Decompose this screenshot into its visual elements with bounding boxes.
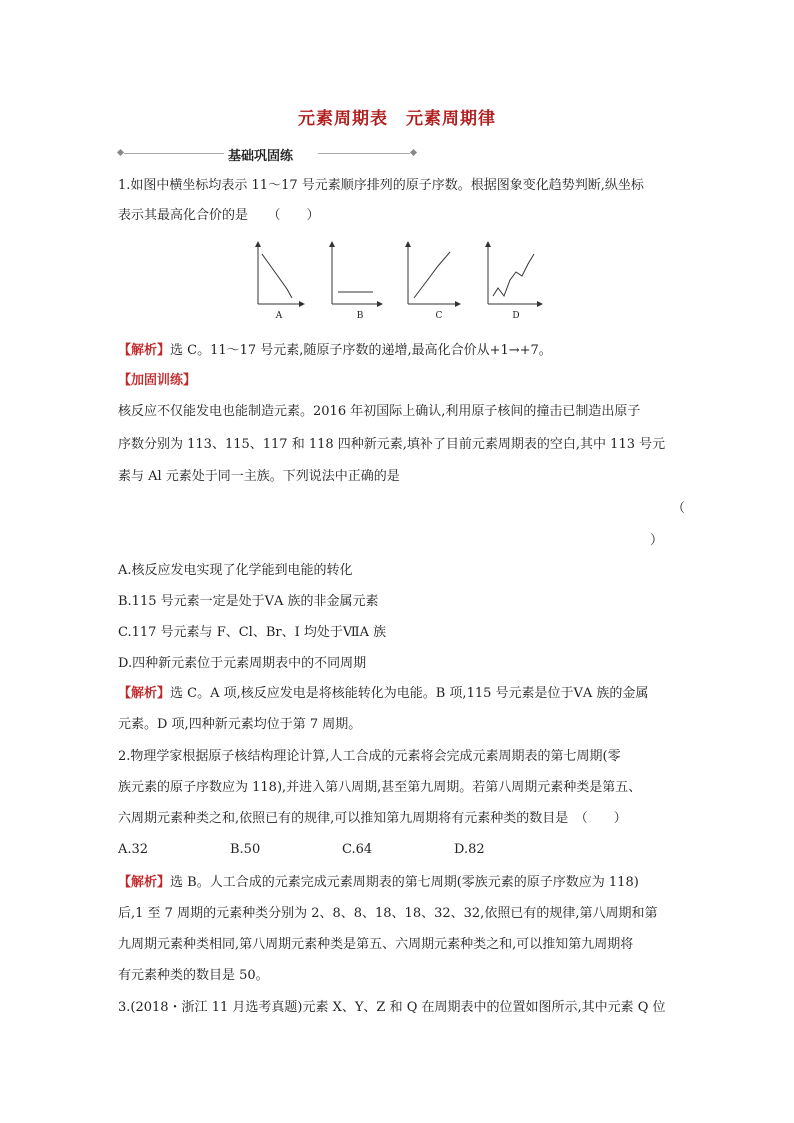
analysis-text: 选 B。人工合成的元素完成元素周期表的第七周期(零族元素的原子序数应为 118): [170, 875, 639, 890]
page-title: 元素周期表 元素周期律: [298, 109, 496, 129]
graph-c-label: C: [435, 311, 443, 321]
graph-d-label: D: [512, 311, 520, 321]
graph-d: [488, 244, 540, 321]
q1-analysis: [118, 341, 552, 361]
extra-option-d: D.四种新元素位于元素周期表中的不同周期: [118, 656, 367, 671]
extra-tag: 【加固训练】: [118, 373, 197, 388]
section-dot-left: [117, 149, 124, 156]
q1-graphs: [250, 240, 550, 324]
extra-stem-line1: 核反应不仅能发电也能制造元素。2016 年初国际上确认,利用原子核间的撞击已制造出原子: [118, 404, 641, 419]
extra-analysis-line1: [118, 684, 648, 704]
extra-stem-line3: 素与 Al 元素处于同一主族。下列说法中正确的是: [118, 469, 400, 484]
extra-analysis-line2: 元素。D 项,四种新元素均位于第 7 周期。: [118, 717, 362, 732]
extra-stem-line2: 序数分别为 113、115、117 和 118 四种新元素,填补了目前元素周期表的空白,其中 113 号元: [118, 437, 666, 452]
q2-option-b: B.50: [230, 842, 261, 857]
answer-paren-open: （: [672, 501, 686, 516]
section-dot-right: [410, 149, 417, 156]
q2-option-d: D.82: [454, 842, 485, 857]
q2-stem-line2: 族元素的原子序数应为 118),并进入第八周期,甚至第九周期。若第八周期元素种类是第五、: [118, 780, 642, 795]
graph-a: [258, 244, 302, 321]
q1-stem-line2: 表示其最高化合价的是 （ ）: [118, 208, 320, 223]
q2-analysis-line2: 后,1 至 7 周期的元素种类分别为 2、8、8、18、18、32、32,依照已有的规律,第八周期和第: [118, 906, 658, 921]
analysis-text: 选 C。11～17 号元素,随原子序数的递增,最高化合价从+1→+7。: [170, 343, 552, 358]
graph-b-label: B: [356, 311, 364, 321]
analysis-text: 选 C。A 项,核反应发电是将核能转化为电能。B 项,115 号元素是位于ⅤA 族的金属: [170, 686, 649, 701]
q2-option-c: C.64: [342, 842, 373, 857]
section-rule-right: [318, 153, 410, 154]
extra-option-b: B.115 号元素一定是处于ⅤA 族的非金属元素: [118, 594, 379, 609]
q2-analysis-line3: 九周期元素种类相同,第八周期元素种类是第五、六周期元素种类之和,可以推知第九周期将: [118, 937, 634, 952]
graph-b: [332, 244, 380, 321]
q3-stem-line1: 3.(2018・浙江 11 月选考真题)元素 X、Y、Z 和 Q 在周期表中的位置如图所示,其中元素 Q 位: [118, 1000, 666, 1015]
analysis-tag: 【解析】: [118, 875, 171, 890]
q2-option-a: A.32: [118, 842, 149, 857]
analysis-tag: 【解析】: [118, 686, 171, 701]
graph-c-series: [414, 252, 450, 298]
answer-paren-close: ）: [650, 533, 664, 548]
q2-stem-line1: 2.物理学家根据原子核结构理论计算,人工合成的元素将会完成元素周期表的第七周期(零: [118, 749, 621, 764]
q2-analysis-line4: 有元素种类的数目是 50。: [118, 968, 269, 983]
q1-stem-line1: 1.如图中横坐标均表示 11～17 号元素顺序排列的原子序数。根据图象变化趋势判断,纵坐标: [118, 178, 644, 193]
q2-analysis-line1: [118, 873, 639, 893]
extra-option-a: A.核反应发电实现了化学能到电能的转化: [118, 563, 353, 578]
extra-option-c: C.117 号元素与 F、Cl、Br、I 均处于ⅦA 族: [118, 625, 387, 640]
graph-a-series: [262, 254, 292, 298]
section-heading: 基础巩固练: [228, 149, 294, 164]
section-rule-left: [124, 153, 224, 154]
graph-c: [408, 244, 458, 321]
graph-d-series: [493, 254, 534, 296]
graph-a-label: A: [275, 311, 283, 321]
q2-stem-line3: 六周期元素种类之和,依照已有的规律,可以推知第九周期将有元素种类的数目是 （ ）: [118, 811, 627, 826]
analysis-tag: 【解析】: [118, 343, 171, 358]
